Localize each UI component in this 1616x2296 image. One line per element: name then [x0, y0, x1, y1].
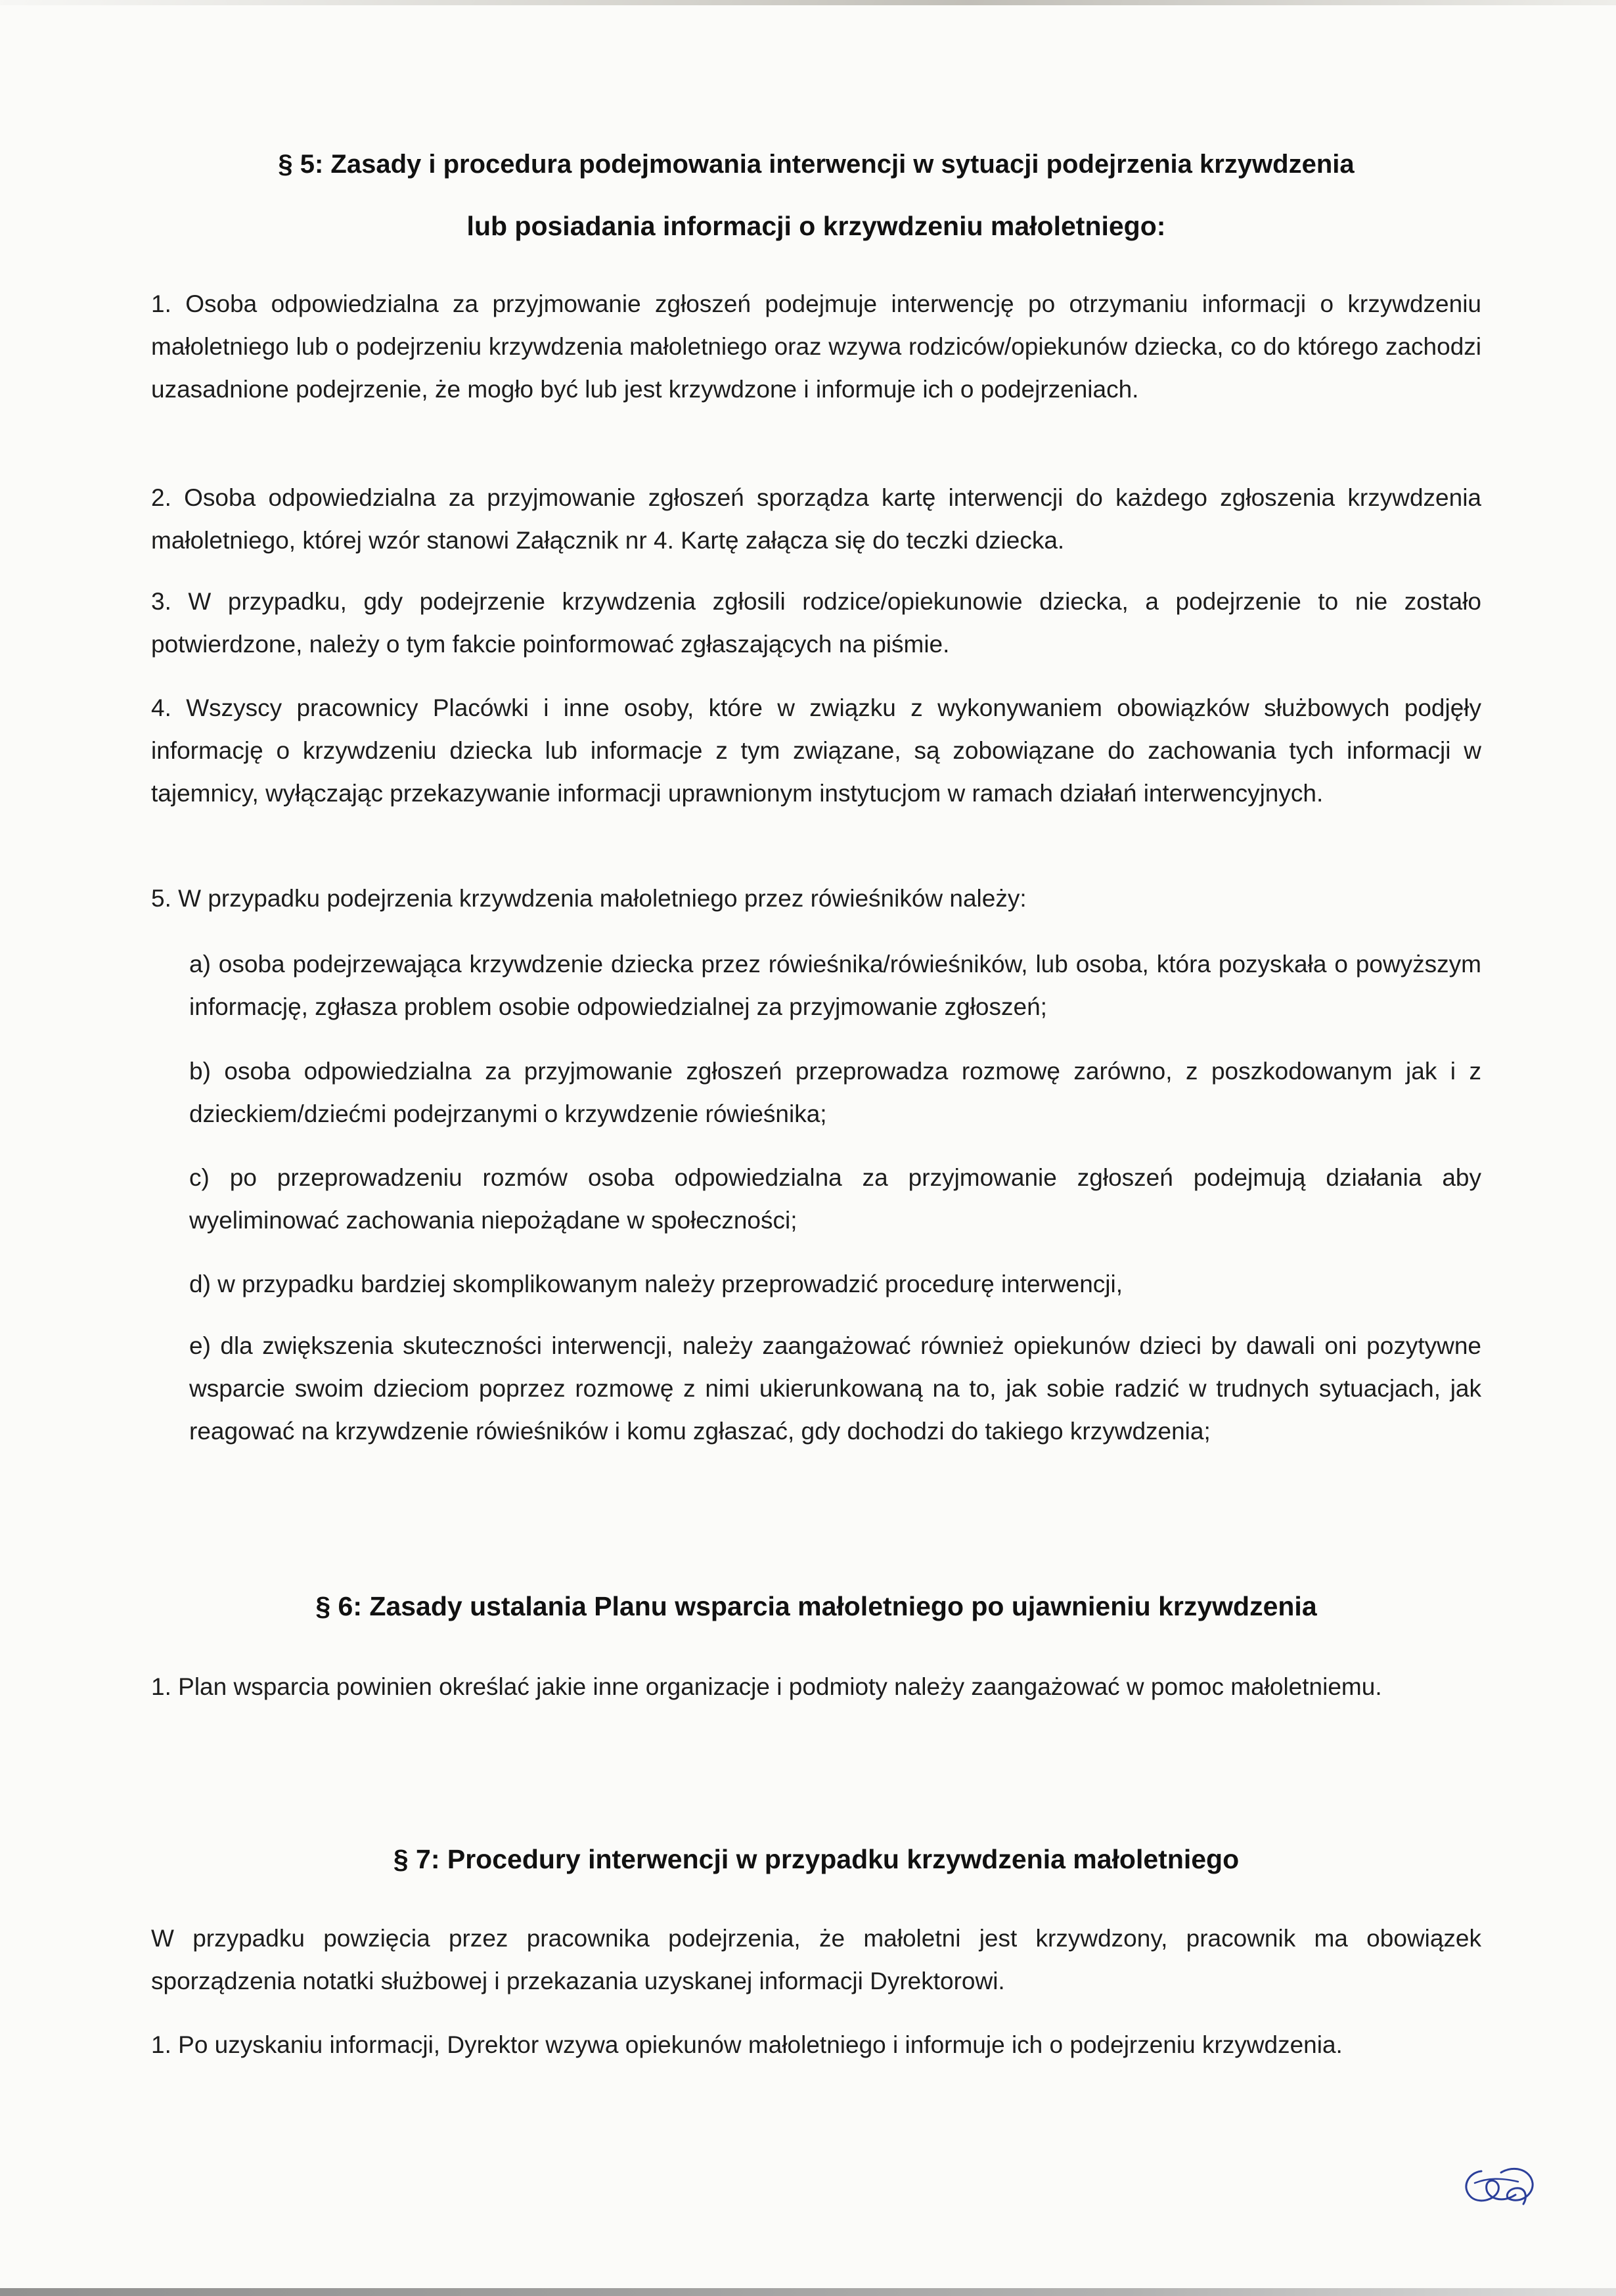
- section-6-heading: § 6: Zasady ustalania Planu wsparcia małoletniego po ujawnieniu krzywdzenia: [315, 1591, 1317, 1621]
- section-5-paragraph-4: 4. Wszyscy pracownicy Placówki i inne osoby, które w związku z wykonywaniem obowiązków służbowych podjęły informację o krzywdzeniu dziecka lub informacje z tym związane, są zobowiązane do zachowania tych informacji w tajemnicy, wyłączając przekazywanie informacji uprawnionym instytucjom w ramach działań interwencyjnych.: [151, 694, 1481, 807]
- signature-initials: [1455, 2158, 1540, 2211]
- section-5-heading-line-1: § 5: Zasady i procedura podejmowania interwencji w sytuacji podejrzenia krzywdzenia: [278, 150, 1355, 179]
- section-5-paragraph-2: 2. Osoba odpowiedzialna za przyjmowanie zgłoszeń sporządza kartę interwencji do każdego zgłoszenia krzywdzenia małoletniego, której wzór stanowi Załącznik nr 4. Kartę załącza się do teczki dziecka.: [151, 484, 1481, 554]
- scan-edge-top: [0, 0, 1616, 5]
- section-6-paragraph-1: 1. Plan wsparcia powinien określać jakie inne organizacje i podmioty należy zaangażować w pomoc małoletniemu.: [151, 1673, 1382, 1700]
- section-7-heading: § 7: Procedury interwencji w przypadku krzywdzenia małoletniego: [393, 1844, 1240, 1874]
- section-7-paragraph-1: 1. Po uzyskaniu informacji, Dyrektor wzywa opiekunów małoletniego i informuje ich o podejrzeniu krzywdzenia.: [151, 2031, 1343, 2058]
- section-5: [151, 135, 1481, 256]
- section-5-item-a: a) osoba podejrzewająca krzywdzenie dziecka przez rówieśnika/rówieśników, lub osoba, która pozyskała o powyższym informację, zgłasza problem osobie odpowiedzialnej za przyjmowanie zgłoszeń;: [189, 951, 1481, 1020]
- section-5-item-d: d) w przypadku bardziej skomplikowanym należy przeprowadzić procedurę interwencji,: [189, 1271, 1123, 1297]
- section-5-item-e: e) dla zwiększenia skuteczności interwencji, należy zaangażować również opiekunów dzieci by dawali oni pozytywne wsparcie swoim dzieciom poprzez rozmowę z nimi ukierunkowaną na to, jak sobie radzić w trudnych sytuacjach, jak reagować na krzywdzenie rówieśników i komu zgłaszać, gdy dochodzi do takiego krzywdzenia;: [189, 1332, 1481, 1445]
- scan-edge-bottom: [0, 2288, 1616, 2296]
- section-7-intro: W przypadku powzięcia przez pracownika podejrzenia, że małoletni jest krzywdzony, pracownik ma obowiązek sporządzenia notatki służbowej i przekazania uzyskanej informacji Dyrektorowi.: [151, 1925, 1481, 1994]
- section-5-heading-line-2: lub posiadania informacji o krzywdzeniu małoletniego:: [466, 211, 1166, 241]
- section-5-item-c: c) po przeprowadzeniu rozmów osoba odpowiedzialna za przyjmowanie zgłoszeń podejmują działania aby wyeliminować zachowania niepożądane w społeczności;: [189, 1164, 1481, 1234]
- section-5-paragraph-1: 1. Osoba odpowiedzialna za przyjmowanie zgłoszeń podejmuje interwencję po otrzymaniu informacji o krzywdzeniu małoletniego lub o podejrzeniu krzywdzenia małoletniego oraz wzywa rodziców/opiekunów dziecka, co do którego zachodzi uzasadnione podejrzenie, że mogło być lub jest krzywdzone i informuje ich o podejrzeniach.: [151, 290, 1481, 403]
- section-5-paragraph-3: 3. W przypadku, gdy podejrzenie krzywdzenia zgłosili rodzice/opiekunowie dziecka, a podejrzenie to nie zostało potwierdzone, należy o tym fakcie poinformować zgłaszających na piśmie.: [151, 588, 1481, 658]
- section-5-paragraph-5: 5. W przypadku podejrzenia krzywdzenia małoletniego przez rówieśników należy:: [151, 885, 1027, 912]
- section-5-item-b: b) osoba odpowiedzialna za przyjmowanie zgłoszeń przeprowadza rozmowę zarówno, z poszkodowanym jak i z dzieckiem/dziećmi podejrzanymi o krzywdzenie rówieśnika;: [189, 1058, 1481, 1127]
